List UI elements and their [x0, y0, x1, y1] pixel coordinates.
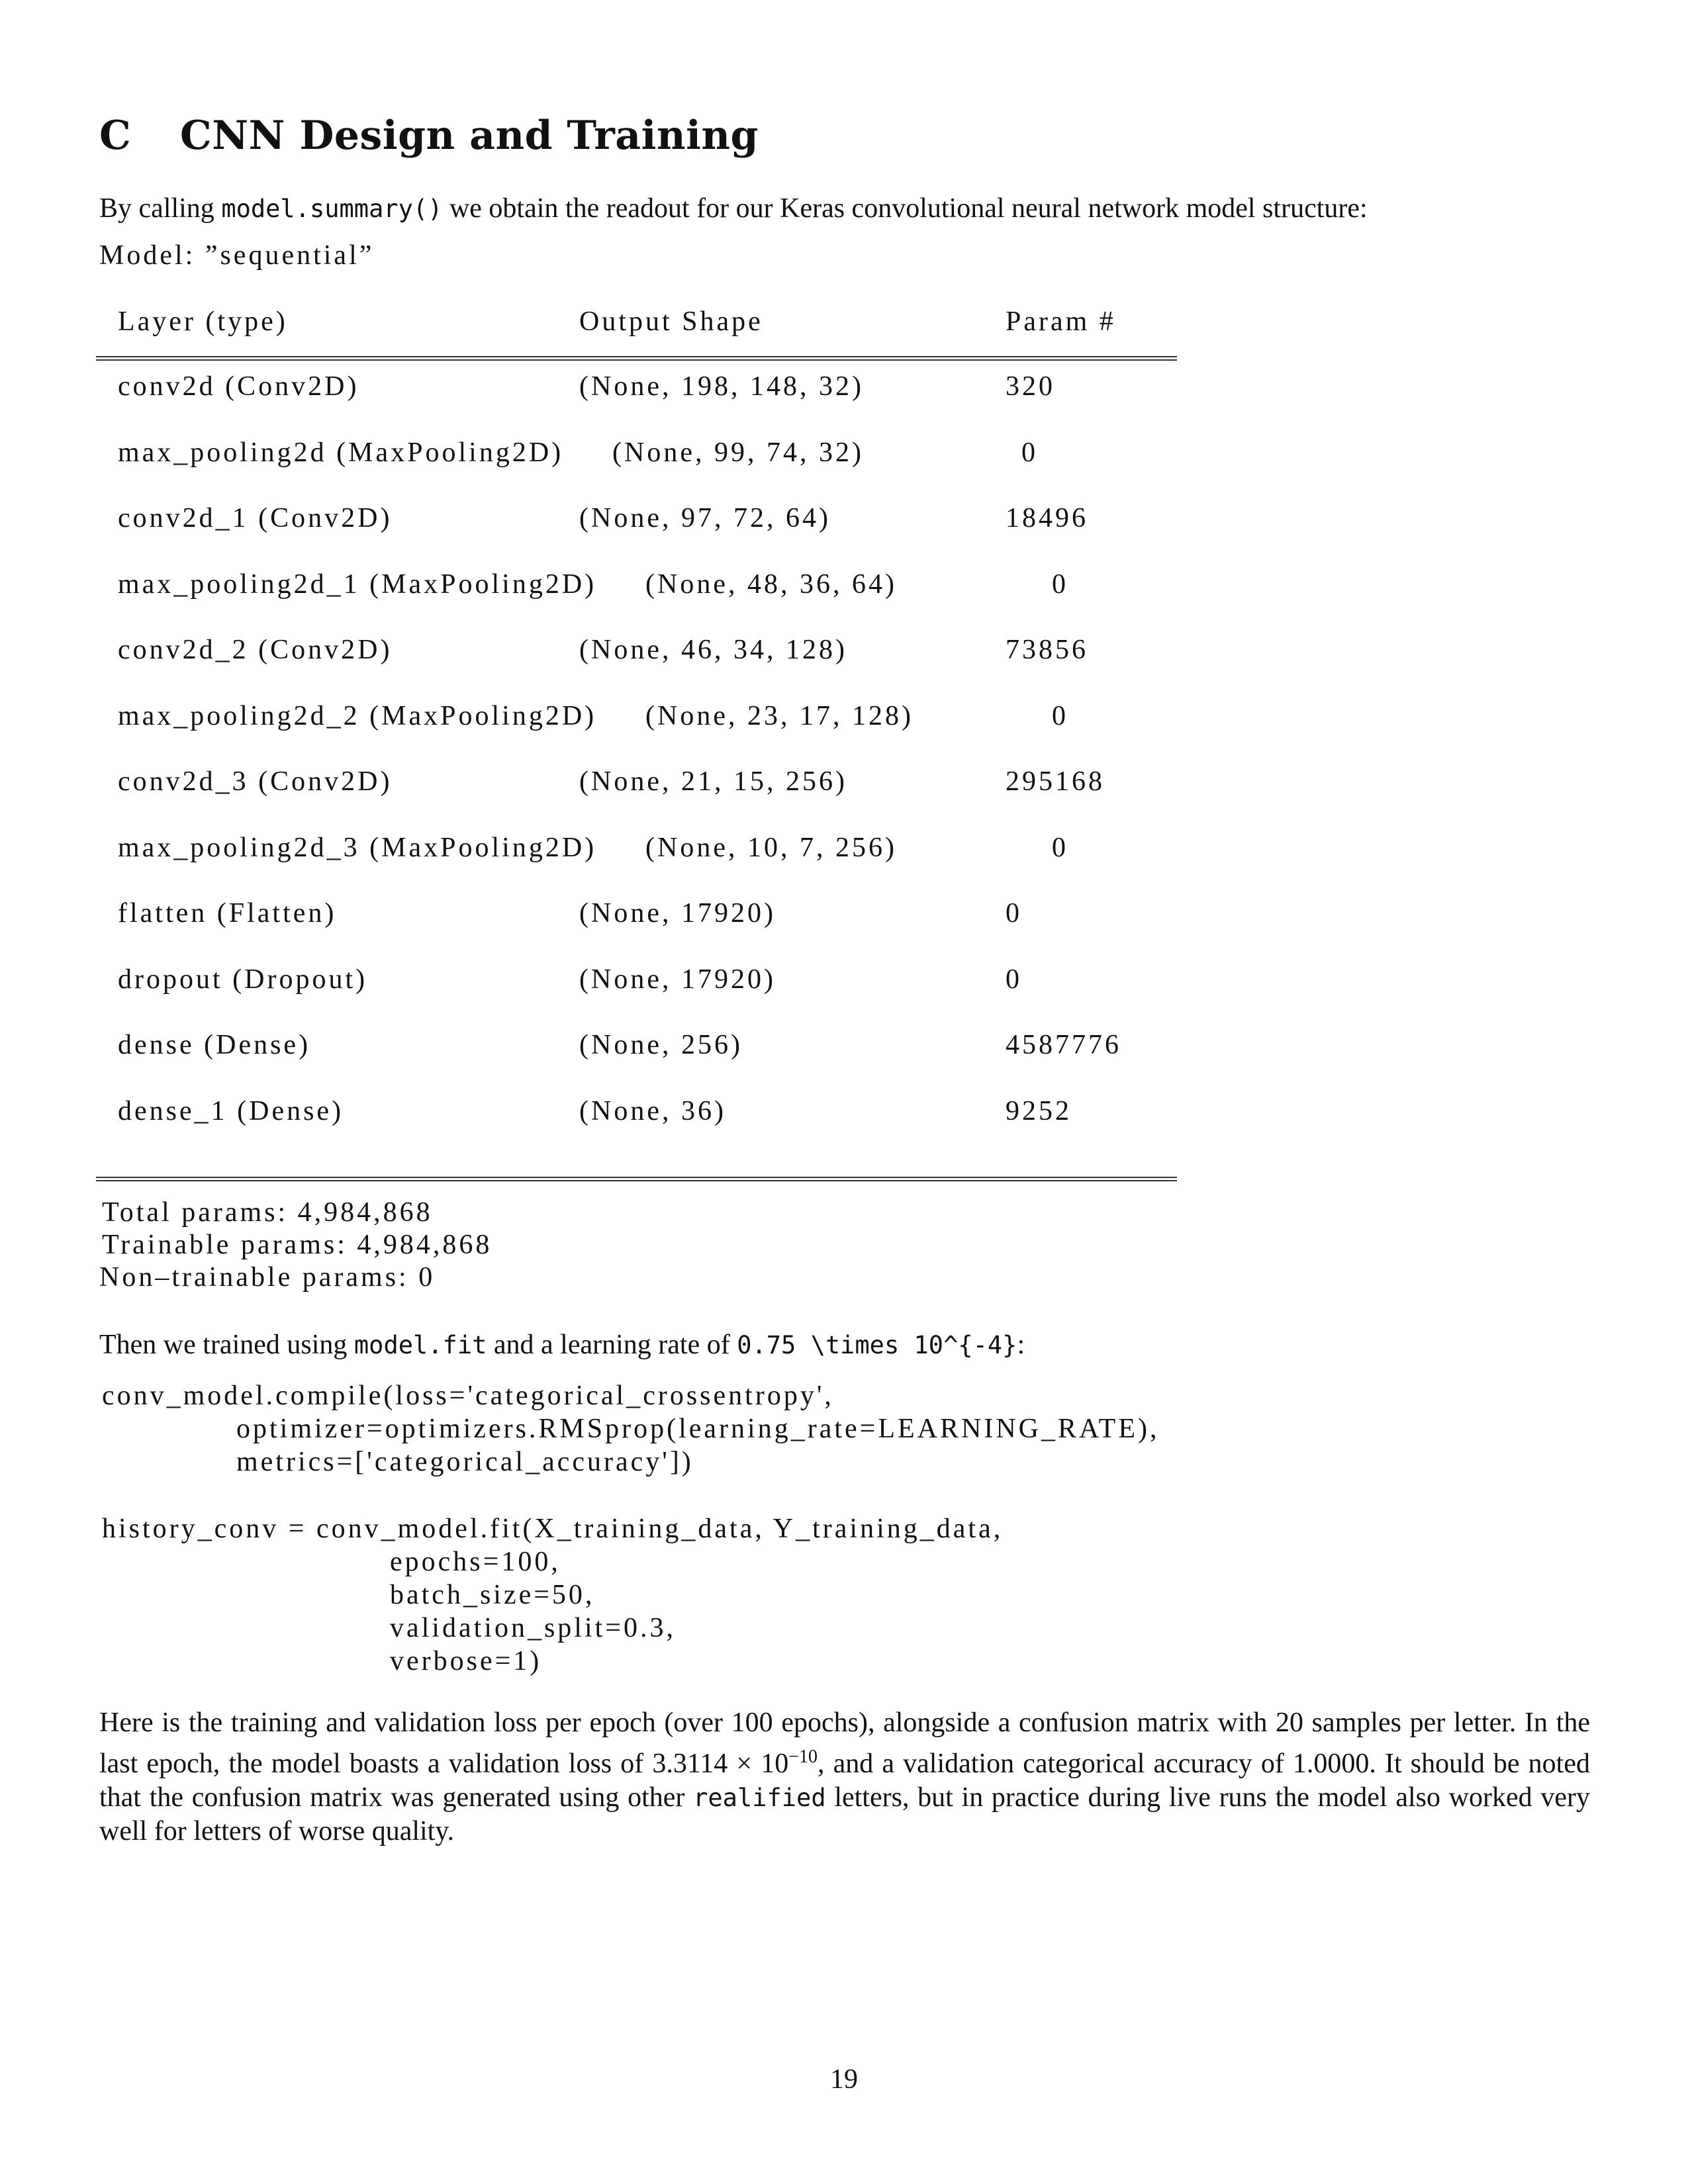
layer-name: max_pooling2d_1 (MaxPooling2D): [118, 569, 597, 600]
layer-row: [0, 569, 1688, 602]
layer-row: [0, 700, 1688, 733]
training-paragraph: [99, 1328, 1590, 1362]
training-text-after: :: [1017, 1330, 1025, 1360]
intro-text-after: we obtain the readout for our Keras convolutional neural network model structure:: [442, 193, 1368, 224]
fit-code-line-1: history_conv = conv_model.fit(X_training_data, Y_training_data,: [102, 1514, 1004, 1544]
layer-param-count: 0: [1006, 898, 1022, 929]
closing-exponent: −10: [788, 1747, 818, 1767]
page-number: 19: [830, 2064, 858, 2095]
intro-paragraph: [99, 192, 1590, 226]
closing-paragraph: [99, 1706, 1590, 1848]
training-code-lr: 0.75 \times 10^{-4}: [737, 1331, 1017, 1359]
footer-rule: [96, 1177, 1177, 1181]
layer-name: dropout (Dropout): [118, 964, 368, 995]
closing-text-2: , and a validation categorical accuracy of 1.0000. It should be noted that the confusion matrix was generated using other: [99, 1749, 1590, 1813]
closing-text-1: Here is the training and validation loss per epoch (over 100 epochs), alongside a confusion matrix with 20 samples per letter. In the last epoch, the model boasts a validation loss of 3.3114 × 10: [99, 1707, 1590, 1779]
layer-param-count: 73856: [1006, 635, 1088, 665]
layer-name: dense (Dense): [118, 1030, 311, 1060]
section-number: C: [99, 113, 132, 159]
layer-row: [0, 634, 1688, 667]
fit-code-line-2: epochs=100,: [102, 1547, 561, 1577]
layer-output-shape: (None, 10, 7, 256): [645, 833, 897, 863]
layer-name: conv2d_2 (Conv2D): [118, 635, 393, 665]
intro-code: model.summary(): [221, 195, 443, 223]
training-text-middle: and a learning rate of: [487, 1330, 737, 1360]
layer-output-shape: (None, 97, 72, 64): [579, 503, 831, 533]
layer-param-count: 0: [1021, 437, 1038, 468]
layer-output-shape: (None, 198, 148, 32): [579, 371, 864, 402]
training-text-before: Then we trained using: [99, 1330, 354, 1360]
layer-row: [0, 832, 1688, 865]
layer-param-count: 320: [1006, 371, 1055, 402]
header-rule: [96, 356, 1177, 361]
layer-name: flatten (Flatten): [118, 898, 337, 929]
layer-row: [0, 897, 1688, 931]
fit-code-line-5: verbose=1): [102, 1646, 542, 1676]
non-trainable-params: Non–trainable params: 0: [99, 1262, 436, 1293]
fit-code-line-4: validation_split=0.3,: [102, 1613, 676, 1643]
section-title: CNN Design and Training: [180, 113, 759, 159]
header-layer: Layer (type): [118, 306, 288, 337]
total-params: Total params: 4,984,868: [102, 1197, 433, 1228]
training-code-fit: model.fit: [353, 1331, 487, 1359]
layer-row: [0, 1029, 1688, 1062]
layer-param-count: 0: [1052, 701, 1068, 731]
layer-row: [0, 964, 1688, 997]
layer-row: [0, 502, 1688, 535]
layer-param-count: 295168: [1006, 766, 1105, 797]
layer-output-shape: (None, 17920): [579, 964, 776, 995]
compile-code-line-3: metrics=['categorical_accuracy']): [102, 1447, 694, 1477]
layer-param-count: 0: [1052, 833, 1068, 863]
closing-text-3: letters, but in practice during live runs the model also worked very well for letters of worse quality.: [99, 1782, 1590, 1846]
layer-output-shape: (None, 23, 17, 128): [645, 701, 914, 731]
layer-param-count: 4587776: [1006, 1030, 1121, 1060]
compile-code-line-1: conv_model.compile(loss='categorical_crossentropy',: [102, 1381, 834, 1411]
layer-row: [0, 1095, 1688, 1128]
layer-param-count: 0: [1052, 569, 1068, 600]
layer-name: conv2d_3 (Conv2D): [118, 766, 393, 797]
compile-code-line-2: optimizer=optimizers.RMSprop(learning_rate=LEARNING_RATE),: [102, 1414, 1160, 1444]
closing-code: realified: [693, 1784, 826, 1812]
layer-param-count: 18496: [1006, 503, 1088, 533]
fit-code-line-3: batch_size=50,: [102, 1580, 595, 1610]
trainable-params: Trainable params: 4,984,868: [102, 1230, 492, 1260]
layer-name: max_pooling2d_3 (MaxPooling2D): [118, 833, 597, 863]
layer-param-count: 0: [1006, 964, 1022, 995]
layer-name: dense_1 (Dense): [118, 1096, 344, 1126]
layer-output-shape: (None, 48, 36, 64): [645, 569, 897, 600]
layer-param-count: 9252: [1006, 1096, 1072, 1126]
layer-output-shape: (None, 17920): [579, 898, 776, 929]
layer-row: [0, 766, 1688, 799]
layer-output-shape: (None, 99, 74, 32): [612, 437, 864, 468]
layer-name: max_pooling2d (MaxPooling2D): [118, 437, 564, 468]
summary-header-row: [0, 306, 1688, 339]
layer-output-shape: (None, 36): [579, 1096, 726, 1126]
layer-output-shape: (None, 46, 34, 128): [579, 635, 847, 665]
header-output-shape: Output Shape: [579, 306, 763, 337]
layer-output-shape: (None, 256): [579, 1030, 743, 1060]
layer-row: [0, 437, 1688, 470]
intro-text-before: By calling: [99, 193, 222, 224]
layer-name: conv2d (Conv2D): [118, 371, 359, 402]
header-param-count: Param #: [1006, 306, 1116, 337]
section-heading: [99, 113, 759, 159]
layer-name: max_pooling2d_2 (MaxPooling2D): [118, 701, 597, 731]
layer-output-shape: (None, 21, 15, 256): [579, 766, 847, 797]
layer-row: [0, 371, 1688, 404]
layer-name: conv2d_1 (Conv2D): [118, 503, 393, 533]
model-label: Model: ”sequential”: [99, 240, 375, 271]
